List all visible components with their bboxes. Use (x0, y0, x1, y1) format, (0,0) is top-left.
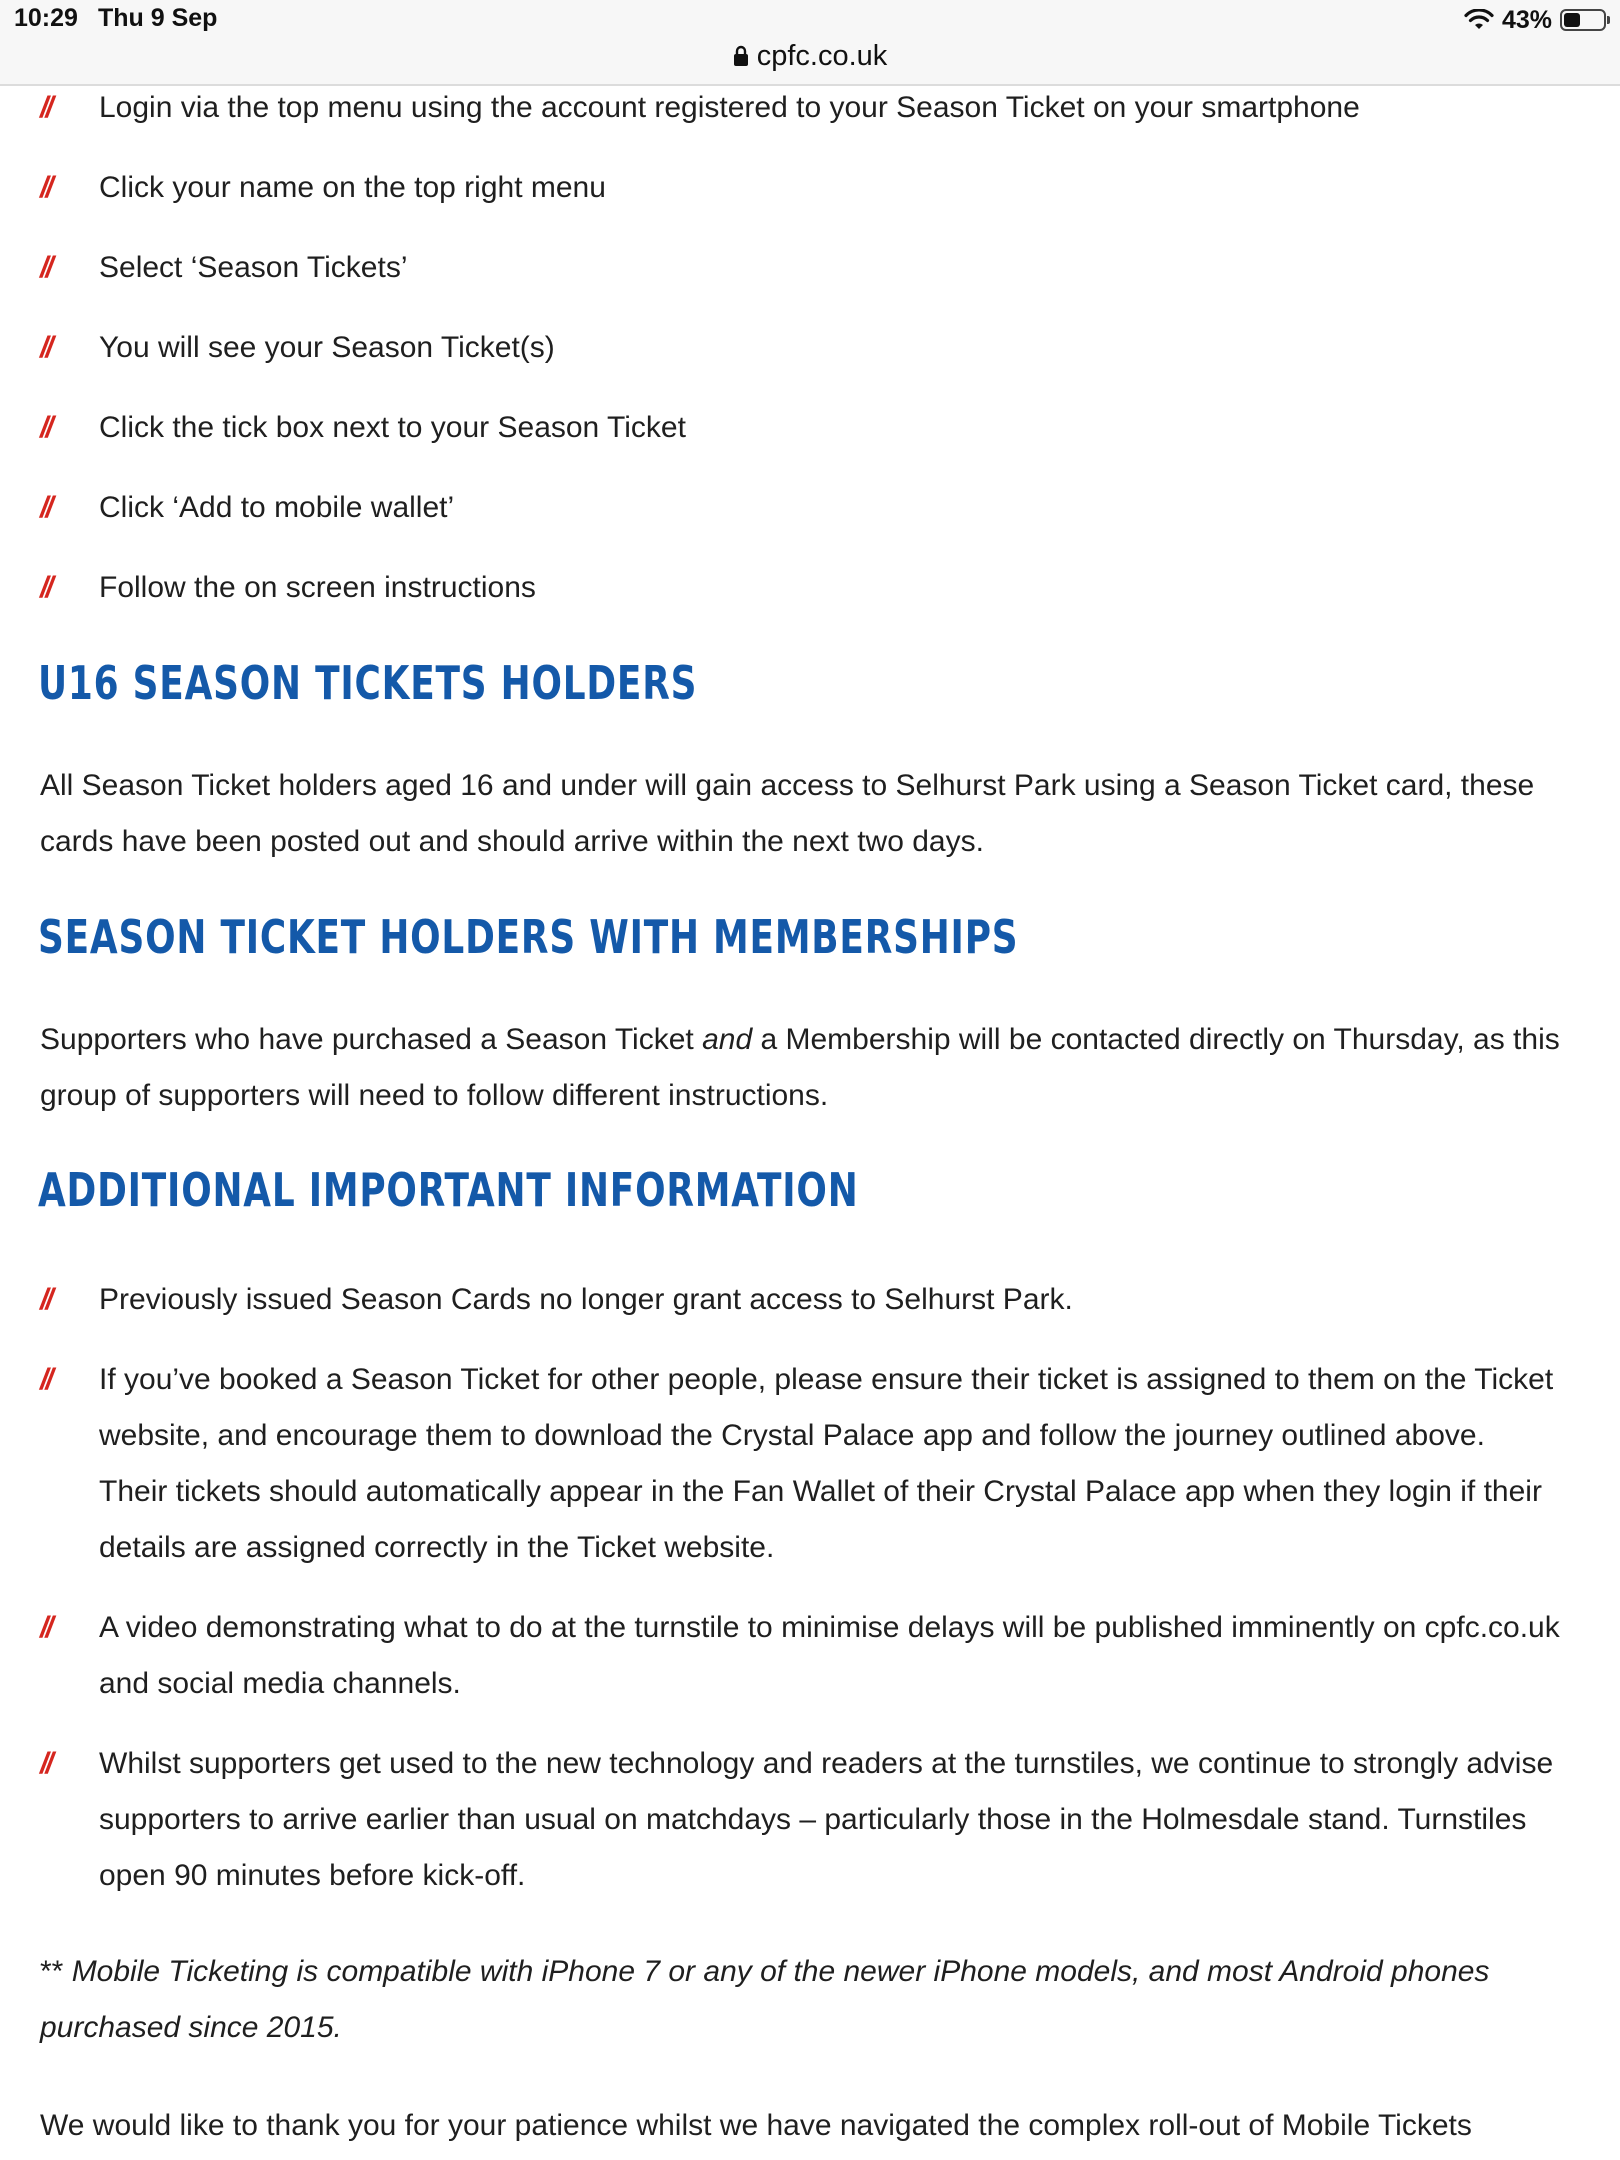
bullet-slash-icon: // (40, 1611, 51, 1644)
lock-icon (733, 45, 749, 67)
closing-paragraph: We would like to thank you for your patience whilst we have navigated the complex roll-out of Mobile Tickets (40, 2109, 1472, 2142)
list-item (0, 1272, 1620, 1328)
list-item (0, 560, 1420, 616)
url-text: cpfc.co.uk (756, 39, 888, 72)
list-item (0, 1352, 1620, 1576)
wifi-icon (1464, 9, 1494, 31)
footnote-text: Mobile Ticketing is compatible with iPhone 7 or any of the newer iPhone models, and most Android phones purchased since 2015. (40, 1955, 1490, 2044)
status-indicators (1464, 4, 1606, 36)
bullet-slash-icon: // (40, 1283, 51, 1316)
bullet-slash-icon: // (40, 1747, 51, 1780)
list-item (0, 400, 1420, 456)
footnote (40, 1944, 1570, 2056)
info-text: A video demonstrating what to do at the turnstile to minimise delays will be published imminently on cpfc.co.uk and social media channels. (99, 1611, 1560, 1700)
list-item (0, 1736, 1620, 1904)
step-text: Select ‘Season Tickets’ (99, 251, 408, 284)
list-item (0, 240, 1420, 296)
battery-percent: 43% (1501, 5, 1552, 34)
bullet-slash-icon: // (40, 1363, 51, 1396)
status-date: Thu 9 Sep (98, 4, 218, 32)
step-text: You will see your Season Ticket(s) (99, 331, 555, 364)
section-heading-u16: U16 SEASON TICKETS HOLDERS (38, 656, 698, 710)
bullet-slash-icon: // (40, 171, 51, 204)
battery-fill (1564, 13, 1580, 27)
step-text: Click your name on the top right menu (99, 171, 606, 204)
info-text: Previously issued Season Cards no longer grant access to Selhurst Park. (99, 1283, 1073, 1316)
list-item (0, 480, 1420, 536)
section-heading-memberships: SEASON TICKET HOLDERS WITH MEMBERSHIPS (38, 910, 1019, 964)
status-time: 10:29 (14, 4, 78, 32)
list-item (0, 86, 1420, 136)
bullet-slash-icon: // (40, 251, 51, 284)
list-item (0, 320, 1420, 376)
status-bar (0, 0, 1620, 86)
info-text: If you’ve booked a Season Ticket for other people, please ensure their ticket is assigned to them on the Ticket website, and encourage them to download the Crystal Palace app and follow the journey outlined above. Their tickets should automatically appear in the Fan Wallet of their Crystal Palace app when they login if their details are assigned correctly in the Ticket website. (99, 1363, 1554, 1564)
battery-icon (1560, 9, 1606, 31)
address-bar[interactable] (0, 36, 1620, 76)
step-text: Click the tick box next to your Season Ticket (99, 411, 686, 444)
footnote-prefix: ** (40, 1955, 72, 1988)
bullet-slash-icon: // (40, 411, 51, 444)
article-content (0, 86, 1620, 2160)
step-text: Follow the on screen instructions (99, 571, 536, 604)
u16-paragraph: All Season Ticket holders aged 16 and under will gain access to Selhurst Park using a Season Ticket card, these cards have been posted out and should arrive within the next two days. (40, 769, 1535, 858)
step-text: Click ‘Add to mobile wallet’ (99, 491, 455, 524)
bullet-slash-icon: // (40, 571, 51, 604)
memberships-paragraph (40, 1012, 1570, 1124)
step-text: Login via the top menu using the account registered to your Season Ticket on your smartphone (99, 91, 1360, 124)
bullet-slash-icon: // (40, 331, 51, 364)
additional-info-list (0, 1272, 1620, 1928)
memberships-emphasis: and (702, 1023, 753, 1056)
bullet-slash-icon: // (40, 491, 51, 524)
memberships-text-before: Supporters who have purchased a Season Ticket (40, 1023, 703, 1056)
instruction-steps (0, 86, 1420, 640)
memberships-text-after: a Membership will be contacted directly on Thursday, as this group of supporters will need to follow different instructions. (40, 1023, 1560, 1112)
list-item (0, 160, 1420, 216)
list-item (0, 1600, 1620, 1712)
info-text: Whilst supporters get used to the new technology and readers at the turnstiles, we continue to strongly advise supporters to arrive earlier than usual on matchdays – particularly those in the Holmesdale stand. Turnstiles open 90 minutes before kick-off. (99, 1747, 1554, 1892)
section-heading-additional: ADDITIONAL IMPORTANT INFORMATION (38, 1163, 859, 1217)
bullet-slash-icon: // (40, 91, 51, 124)
